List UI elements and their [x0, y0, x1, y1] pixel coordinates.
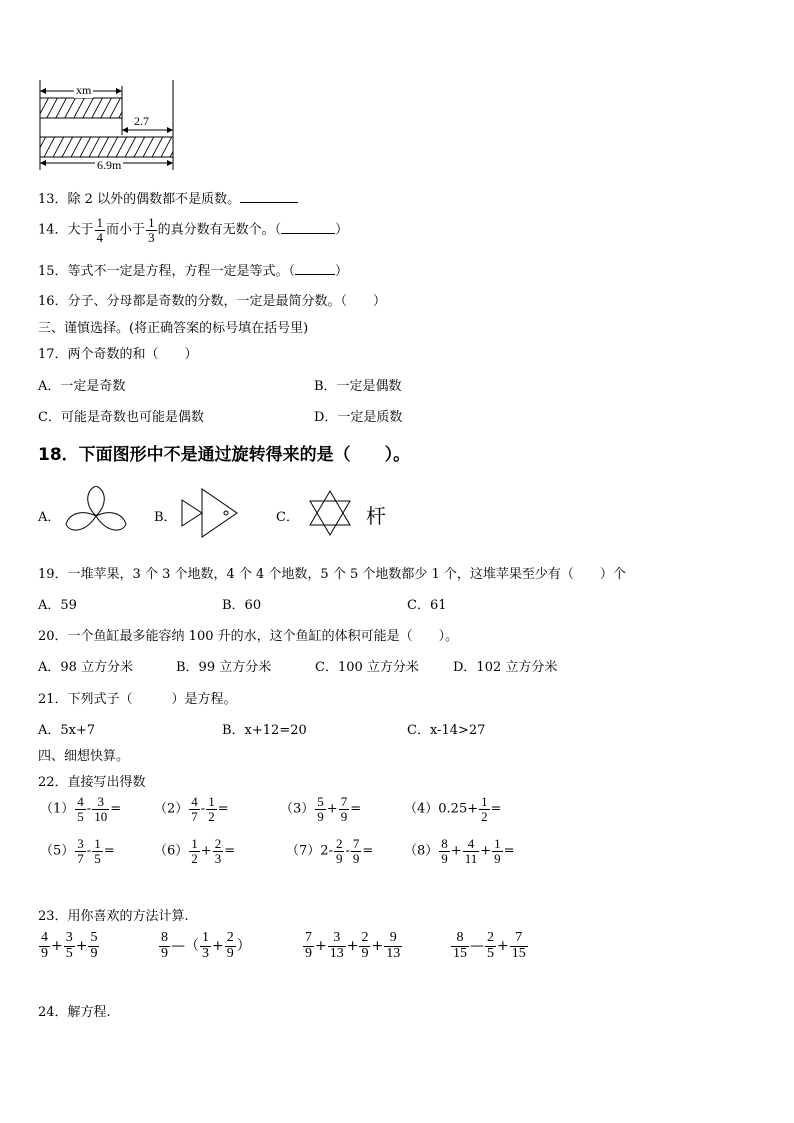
diagram-mid-label: 2.7	[134, 114, 149, 128]
option-18-b[interactable]: B．	[154, 510, 177, 525]
option-19-a[interactable]: A．59	[38, 598, 77, 613]
trefoil-shape	[64, 486, 128, 538]
option-18-c[interactable]: C．	[276, 510, 299, 525]
option-20-a[interactable]: A．98 立方分米	[38, 660, 134, 675]
option-18-a[interactable]: A．	[38, 510, 61, 525]
question-20: 20．一个鱼缸最多能容纳 100 升的水，这个鱼缸的体积可能是（ ）。	[38, 629, 459, 644]
option-21-c[interactable]: C．x-14>27	[407, 723, 486, 738]
expr-4: $\frac{8}{15}$ — $\frac{2}{5}$ + $\frac{7}{15}$	[453, 930, 526, 961]
question-14: 14．大于 $\frac{1}{4}$ 而小于 $\frac{1}{3}$ 的真分数有无数个。（ ）	[38, 215, 349, 245]
option-20-c[interactable]: C．100 立方分米	[315, 660, 419, 675]
calc-item-8: （8） $\frac{8}{9}$ + $\frac{4}{11}$ + $\frac{1}{9}$ =	[404, 836, 515, 866]
question-22: 22．直接写出得数	[38, 775, 146, 790]
option-21-b[interactable]: B．x+12=20	[222, 723, 307, 738]
answer-blank[interactable]	[281, 223, 335, 234]
question-17: 17．两个奇数的和（ ）	[38, 347, 198, 362]
option-20-b[interactable]: B．99 立方分米	[176, 660, 272, 675]
diagram-top-label: xm	[76, 83, 92, 97]
option-17-b[interactable]: B．一定是偶数	[314, 379, 402, 394]
option-19-c[interactable]: C．61	[407, 598, 447, 613]
answer-blank[interactable]	[295, 264, 335, 275]
expr-2: $\frac{8}{9}$ —（ $\frac{1}{3}$ + $\frac{2}{9}$ ）	[161, 930, 251, 961]
expr-3: $\frac{7}{9}$ + $\frac{3}{13}$ + $\frac{2}{9}$ + $\frac{9}{13}$	[305, 930, 401, 961]
expr-1: $\frac{4}{9}$ + $\frac{3}{5}$ + $\frac{5}{9}$	[41, 930, 98, 961]
option-17-c[interactable]: C．可能是奇数也可能是偶数	[38, 410, 204, 425]
calc-item-1: （1） $\frac{4}{5}$ - $\frac{3}{10}$ =	[40, 794, 122, 824]
calc-item-3: （3） $\frac{5}{9}$ + $\frac{7}{9}$ =	[280, 794, 362, 824]
question-15: 15．等式不一定是方程，方程一定是等式。（ ）	[38, 264, 349, 279]
fraction: $\frac{1}{4}$	[96, 215, 104, 245]
question-18: 18．下面图形中不是通过旋转得来的是（ ）。	[38, 445, 411, 465]
calc-item-5: （5） $\frac{3}{7}$ - $\frac{1}{5}$ =	[40, 836, 115, 866]
star-of-david-shape	[307, 489, 353, 537]
option-21-a[interactable]: A．5x+7	[38, 723, 96, 738]
fraction: $\frac{1}{3}$	[148, 215, 155, 245]
option-20-d[interactable]: D．102 立方分米	[453, 660, 558, 675]
question-23: 23．用你喜欢的方法计算.	[38, 909, 189, 924]
option-19-b[interactable]: B．60	[222, 598, 262, 613]
diagram-bottom-label: 6.9m	[97, 158, 122, 172]
section-heading-4: 四、细想快算。	[38, 749, 130, 764]
question-21: 21．下列式子（ ）是方程。	[38, 692, 237, 707]
option-17-d[interactable]: D．一定是质数	[314, 410, 403, 425]
calc-item-7: （7）2- $\frac{2}{9}$ - $\frac{7}{9}$ =	[286, 836, 374, 866]
calc-item-6: （6） $\frac{1}{2}$ + $\frac{2}{3}$ =	[154, 836, 236, 866]
question-16: 16．分子、分母都是奇数的分数，一定是最简分数。（ ）	[38, 294, 387, 309]
fish-shape	[180, 488, 240, 538]
section-heading-3: 三、谨慎选择。(将正确答案的标号填在括号里)	[38, 321, 309, 336]
question-24: 24．解方程.	[38, 1005, 111, 1020]
question-13: 13．除 2 以外的偶数都不是质数。	[38, 188, 298, 207]
option-17-a[interactable]: A．一定是奇数	[38, 379, 126, 394]
calc-item-2: （2） $\frac{4}{7}$ - $\frac{1}{2}$ =	[154, 794, 229, 824]
calc-item-4: （4）0.25+ $\frac{1}{2}$ =	[404, 794, 502, 824]
answer-blank[interactable]	[240, 192, 298, 203]
option-18-char: 杆	[366, 504, 386, 528]
question-19: 19．一堆苹果，3 个 3 个地数，4 个 4 个地数，5 个 5 个地数都少 1 个，这堆苹果至少有（ ）个	[38, 567, 626, 582]
